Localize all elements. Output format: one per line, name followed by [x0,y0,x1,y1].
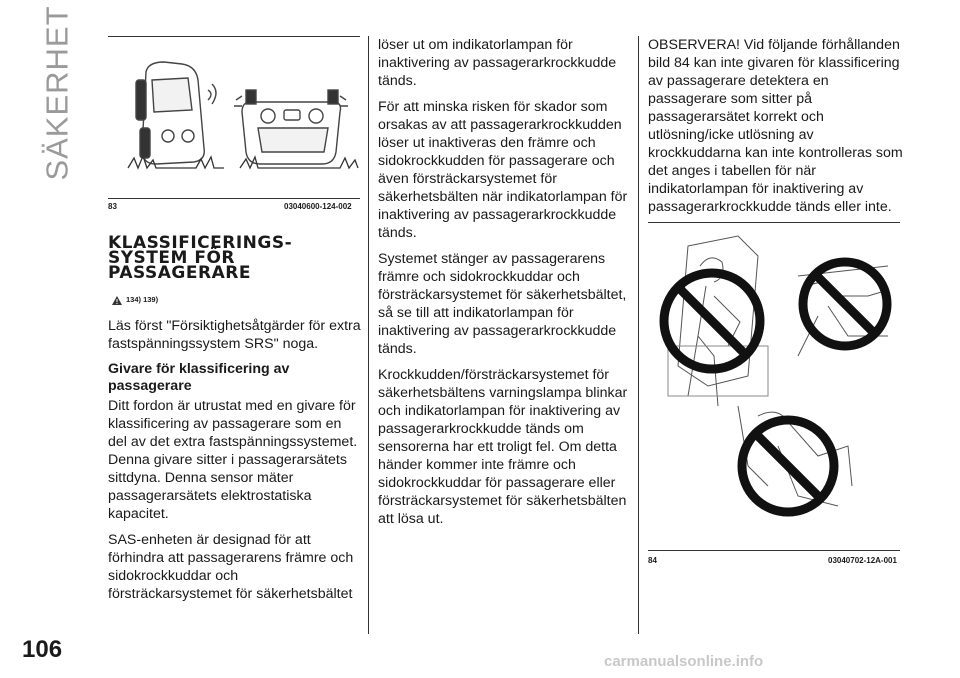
paragraph: löser ut om indikatorlampan för inaktivering av passagerarkrockkudde tänds. [378,37,617,89]
prohibited-icon [803,262,887,346]
figure-84-illustration [648,226,900,546]
tilted-car-illustration [136,62,216,164]
prohibited-icon [664,273,760,369]
column-2 [378,36,632,536]
column-divider-2 [638,36,639,634]
figure-83-number: 83 [108,202,117,211]
warning-icon [112,296,122,305]
section-tab-label: SÄKERHET [40,5,76,181]
figure-83-top-rule [108,36,360,37]
figure-84-number: 84 [648,556,657,565]
figure-84-caption-rule [648,550,900,551]
section-tab [38,5,78,181]
figure-83-caption-rule [108,198,360,199]
page-number: 106 [22,636,63,663]
figure-83-code: 03040600-124-002 [284,202,352,211]
column-1 [108,233,362,611]
reference-numbers: 134) 139) [126,295,159,304]
paragraph: Ditt fordon är utrustat med en givare för klassificering av passagerare som en del av det extra fastspänningssystemet. Denna givare sitter i passagerarsätets sittdyna. Denna sensor mäter passagerarsätets elektrostatiska kapacitet. [108,398,358,522]
paragraph: För att minska risken för skador som orsakas av att passagerarkrockkudden löser ut inaktiveras den främre och sidokrockkudden för passagerare och även försträckarsystemet för säkerhetsbälten när indikatorlampan för inaktivering av passagerarkrockkudde tänds. [378,99,628,241]
column-3 [648,36,904,224]
figure-83-illustration [108,40,360,190]
subheading: Givare för klassificering av passagerare [108,361,290,394]
section-heading: KLASSIFICERINGS- SYSTEM FÖR PASSAGERARE [108,233,293,283]
column-divider-1 [368,36,369,634]
paragraph: Systemet stänger av passagerarens främre och sidokrockkuddar och försträckarsystemet för säkerhetsbältet, så se till att indikatorlampan för inaktivering av passagerarkrockkudde tänds. [378,251,627,357]
paragraph: OBSERVERA! Vid följande förhållanden bild 84 kan inte givaren för klassificering av passagerare detektera en passagerare som sitter på passagerarsätet korrekt och utlösning/icke utlösning av krockkuddarna kan inte kontrolleras som det anges i tabellen för när indikatorlampan för inaktivering av passagerarkrockkudde tänds eller inte. [648,37,903,215]
reference-notes [112,291,362,309]
figure-84-top-rule [648,222,900,223]
figure-84-code: 03040702-12A-001 [828,556,897,565]
watermark: carmanualsonline.info [604,653,764,670]
upside-down-car-illustration [234,90,348,164]
intro-paragraph: Läs först "Försiktighetsåtgärder för extra fastspänningssystem SRS" noga. [108,318,361,352]
paragraph: Krockkudden/försträckarsystemet för säkerhetsbältens varningslampa blinkar och indikatorlampan för inaktivering av passagerarkrockkudde tänds om sensorerna har ett troligt fel. Om detta händer kommer inte främre och sidokrockkuddar för passagerare eller försträckarsystemet för säkerhetsbälten att lösa ut. [378,367,628,527]
paragraph: SAS-enheten är designad för att förhindra att passagerarens främre och sidokrockkuddar och försträckarsystemet för säkerhetsbältet [108,532,354,602]
prohibited-icon [742,420,834,512]
